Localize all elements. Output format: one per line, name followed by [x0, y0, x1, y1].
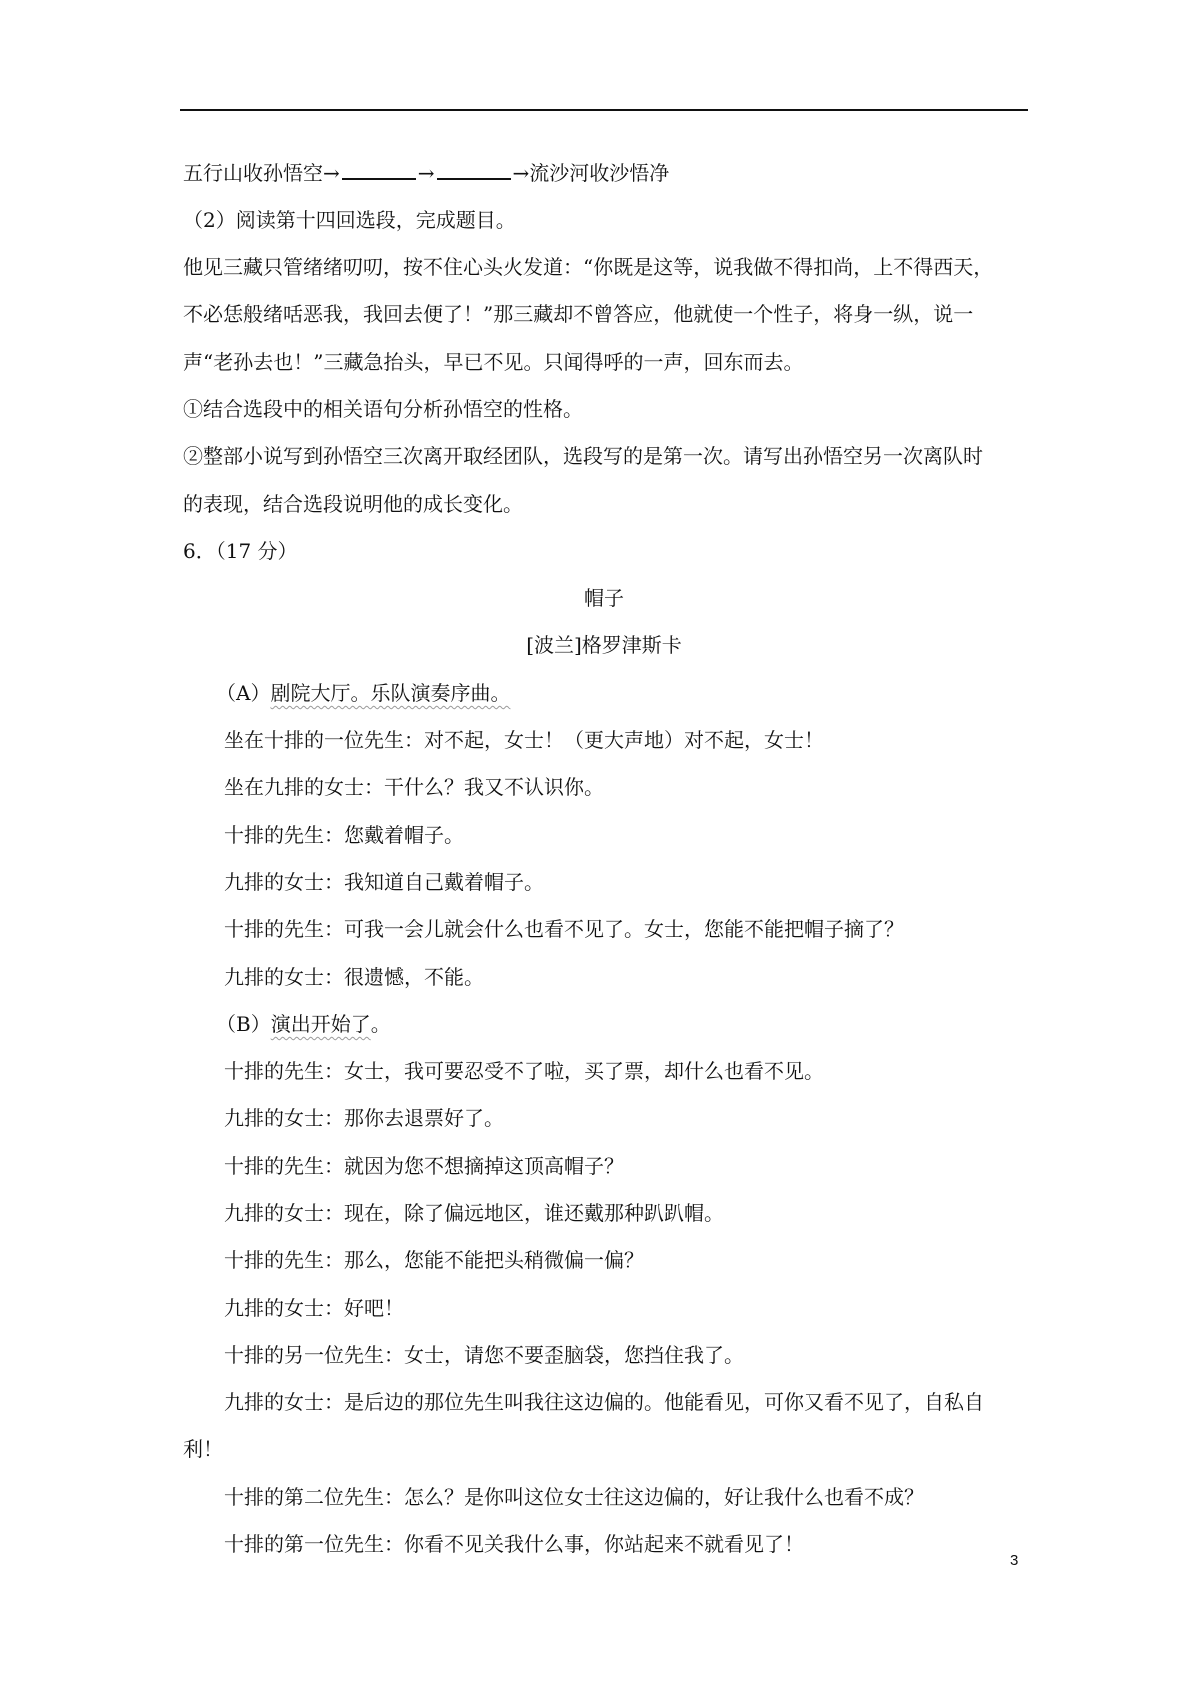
section-b — [216, 1010, 391, 1038]
dialogue-line: 十排的第二位先生：怎么？是你叫这位女士往这边偏的，好让我什么也看不成？ — [224, 1485, 924, 1509]
dialogue-line: 十排的另一位先生：女士，请您不要歪脑袋，您挡住我了。 — [224, 1343, 744, 1367]
route-start: 五行山收孙悟空→ — [183, 161, 340, 185]
blank-1[interactable] — [342, 160, 416, 180]
dialogue-line: 九排的女士：我知道自己戴着帽子。 — [224, 870, 544, 894]
play-title: 帽子 — [584, 586, 624, 610]
section-b-label: （B） — [216, 1012, 271, 1036]
blank-2[interactable] — [437, 160, 511, 180]
question2-intro: （2）阅读第十四回选段，完成题目。 — [183, 208, 516, 232]
play-author: [波兰]格罗津斯卡 — [526, 633, 682, 657]
passage-line: 声“老孙去也！”三藏急抬头，早已不见。只闻得呼的一声，回东而去。 — [183, 350, 804, 374]
dialogue-line: 十排的先生：女士，我可要忍受不了啦，买了票，却什么也看不见。 — [224, 1059, 824, 1083]
route-end: →流沙河收沙悟净 — [512, 161, 670, 185]
dialogue-line: 十排的先生：那么，您能不能把头稍微偏一偏？ — [224, 1248, 644, 1272]
page-number: 3 — [1010, 1552, 1019, 1569]
sub-question-1: ①结合选段中的相关语句分析孙悟空的性格。 — [183, 397, 583, 421]
dialogue-line: 十排的先生：就因为您不想摘掉这顶高帽子？ — [224, 1154, 624, 1178]
section-a-stage-direction: 剧院大厅。乐队演奏序曲。 — [270, 681, 511, 705]
passage-line: 不必恁般绪咶恶我，我回去便了！”那三藏却不曾答应，他就使一个性子，将身一纵，说一 — [183, 302, 974, 326]
dialogue-line: 九排的女士：很遗憾，不能。 — [224, 965, 484, 989]
dialogue-line: 九排的女士：是后边的那位先生叫我往这边偏的。他能看见，可你又看不见了，自私自 — [224, 1390, 984, 1414]
dialogue-line: 九排的女士：好吧！ — [224, 1296, 404, 1320]
question6-header: 6．（17 分） — [183, 539, 298, 563]
section-b-tail: 。 — [370, 1012, 391, 1036]
dialogue-line: 十排的第一位先生：你看不见关我什么事，你站起来不就看见了！ — [224, 1532, 804, 1556]
route-fill-blank — [183, 159, 669, 187]
dialogue-line: 九排的女士：现在，除了偏远地区，谁还戴那种趴趴帽。 — [224, 1201, 724, 1225]
section-b-stage-direction: 演出开始了 — [270, 1012, 371, 1036]
passage-line: 他见三藏只管绪绪叨叨，按不住心头火发道：“你既是这等，说我做不得扣尚，上不得西天， — [183, 255, 994, 279]
dialogue-line: 十排的先生：可我一会儿就会什么也看不见了。女士，您能不能把帽子摘了？ — [224, 917, 904, 941]
sub-question-2-cont: 的表现，结合选段说明他的成长变化。 — [183, 492, 523, 516]
dialogue-line: 坐在九排的女士：干什么？我又不认识你。 — [224, 775, 604, 799]
dialogue-line: 九排的女士：那你去退票好了。 — [224, 1106, 504, 1130]
dialogue-line-cont: 利！ — [183, 1437, 223, 1461]
section-a-label: （A） — [216, 681, 271, 705]
header-rule — [180, 109, 1028, 111]
section-a — [216, 679, 510, 707]
sub-question-2: ②整部小说写到孙悟空三次离开取经团队，选段写的是第一次。请写出孙悟空另一次离队时 — [183, 444, 983, 468]
route-arrow: → — [417, 161, 435, 185]
dialogue-line: 十排的先生：您戴着帽子。 — [224, 823, 464, 847]
dialogue-line: 坐在十排的一位先生：对不起，女士！（更大声地）对不起，女士！ — [224, 728, 824, 752]
